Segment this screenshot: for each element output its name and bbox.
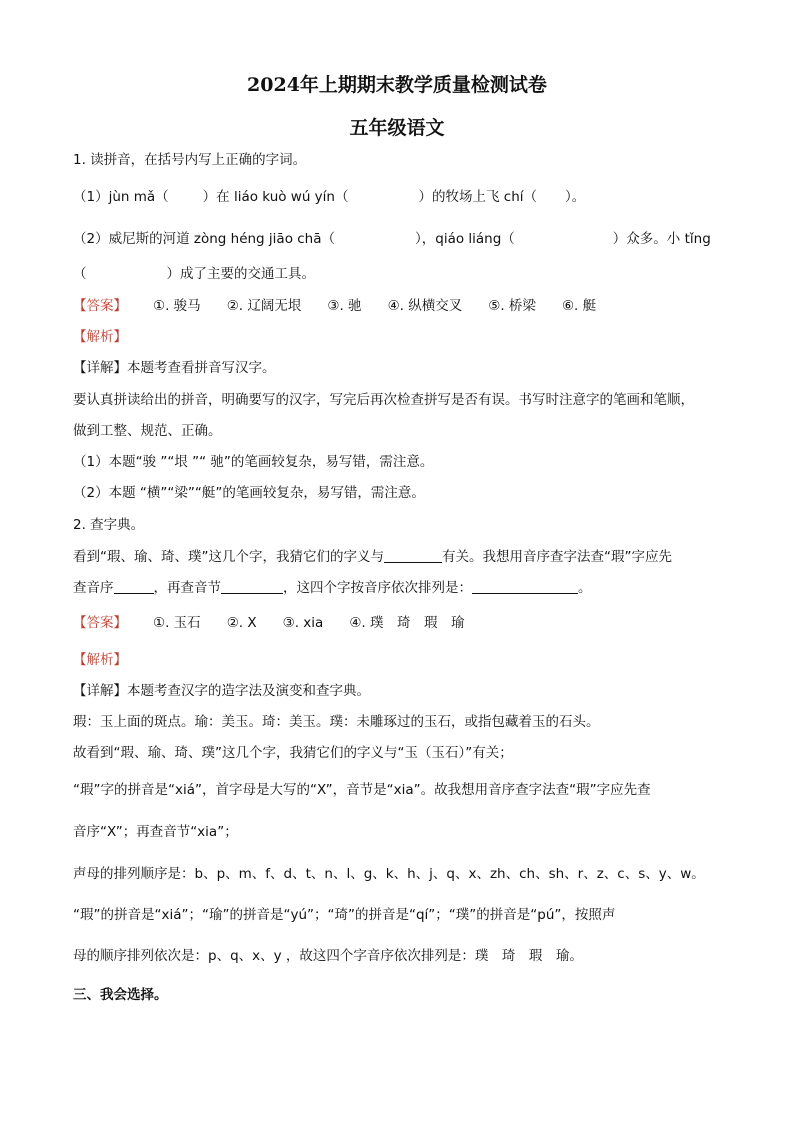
q2-paragraph-1: 瑕：玉上面的斑点。瑜：美玉。琦：美玉。璞：未雕琢过的玉石，或指包藏着玉的石头。 [73, 714, 600, 730]
q2-blank-2 [114, 579, 154, 594]
q1-line3 [73, 264, 733, 284]
q1-analysis-label: 【解析】 [73, 329, 127, 345]
q2-line2-a: 查音序 [73, 580, 114, 596]
q2-paragraph-3: “瑕”字的拼音是“xiá”，首字母是大写的“X”，音节是“xia”。故我想用音序查字法查“瑕”字应先查 [73, 782, 651, 798]
q1-answer-label: 【答案】 [73, 298, 127, 314]
q1-line2-c: ）众多。小 tǐng [612, 231, 711, 247]
q2-analysis-label: 【解析】 [73, 652, 127, 668]
q2-blank-3 [221, 579, 283, 594]
q1-answer-1: ①. 骏马 [153, 298, 201, 314]
q1-line1 [73, 187, 733, 207]
q2-answer-2: ②. X [226, 615, 257, 631]
q1-detail: 【详解】本题考查看拼音写汉字。 [73, 360, 276, 376]
q1-paragraph-2: 做到工整、规范、正确。 [73, 423, 222, 439]
q2-answer-1: ①. 玉石 [153, 615, 201, 631]
q2-answer-4: ④. 璞 琦 瑕 瑜 [349, 615, 465, 631]
q1-line3-a: （ [73, 266, 87, 282]
q1-line1-a: （1）jùn mǎ（ [73, 189, 169, 205]
q1-line1-b: ）在 liáo kuò wú yín（ [202, 189, 349, 205]
q1-answer-2: ②. 辽阔无垠 [226, 298, 302, 314]
q1-answer-6: ⑥. 艇 [561, 298, 597, 314]
q1-answer-row [73, 296, 733, 316]
q2-stem: 2. 查字典。 [73, 517, 145, 533]
q2-answer-3: ③. xia [282, 615, 324, 631]
q2-answer-label: 【答案】 [73, 615, 127, 631]
q2-line2-d: 。 [578, 580, 592, 596]
q2-line1-b: 有关。我想用音序查字法查“瑕”字应先 [442, 549, 672, 565]
q2-paragraph-5: 声母的排列顺序是：b、p、m、f、d、t、n、l、g、k、h、j、q、x、zh、ch、sh、r、z、c、s、y、w。 [73, 866, 705, 882]
q1-answer-4: ④. 纵横交叉 [387, 298, 463, 314]
q1-line2 [73, 229, 733, 249]
page-subtitle: 五年级语文 [349, 117, 445, 139]
q2-paragraph-4: 音序“X”；再查音节“xia”； [73, 824, 238, 840]
q2-line2-b: ，再查音节 [153, 580, 221, 596]
q1-line1-c: ）的牧场上飞 chí（ [418, 189, 538, 205]
q2-paragraph-7: 母的顺序排列依次是：p、q、x、y ，故这四个字音序依次排列是：璞 琦 瑕 瑜。 [73, 948, 583, 964]
q2-blank-4 [472, 579, 578, 594]
q1-line1-d: ）。 [565, 189, 586, 205]
q2-detail: 【详解】本题考查汉字的造字法及演变和查字典。 [73, 683, 370, 699]
q1-line2-a: （2）威尼斯的河道 zòng héng jiāo chā（ [73, 231, 335, 247]
q2-blank-1 [384, 548, 442, 563]
q1-answer-3: ③. 驰 [327, 298, 362, 314]
q2-line2-c: ，这四个字按音序依次排列是： [283, 580, 472, 596]
page-title: 2024年上期期末教学质量检测试卷 [247, 74, 547, 96]
q1-paragraph-4: （2）本题 “横”“梁”“艇”的笔画较复杂，易写错，需注意。 [73, 485, 425, 501]
q2-paragraph-6: “瑕”的拼音是“xiá”；“瑜”的拼音是“yú”；“琦”的拼音是“qí”；“璞”的拼音是“pú”，按照声 [73, 907, 616, 923]
q1-line3-b: ）成了主要的交通工具。 [166, 266, 315, 282]
q2-paragraph-2: 故看到“瑕、瑜、琦、璞”这几个字，我猜它们的字义与“玉（玉石）”有关； [73, 745, 513, 761]
q2-answer-row [73, 613, 733, 633]
q1-paragraph-3: （1）本题“骏 ”“垠 ”“ 驰”的笔画较复杂，易写错，需注意。 [73, 454, 434, 470]
q1-stem: 1. 读拼音，在括号内写上正确的字词。 [73, 152, 307, 168]
q2-line2 [73, 578, 733, 598]
q1-answer-5: ⑤. 桥梁 [488, 298, 536, 314]
q2-line1 [73, 547, 733, 567]
q2-line1-a: 看到“瑕、瑜、琦、璞”这几个字，我猜它们的字义与 [73, 549, 384, 565]
section-3-heading: 三、我会选择。 [73, 987, 168, 1003]
q1-paragraph-1: 要认真拼读给出的拼音，明确要写的汉字，写完后再次检查拼写是否有误。书写时注意字的笔画和笔顺， [73, 392, 694, 408]
q1-line2-b: ），qiáo liáng（ [415, 231, 515, 247]
